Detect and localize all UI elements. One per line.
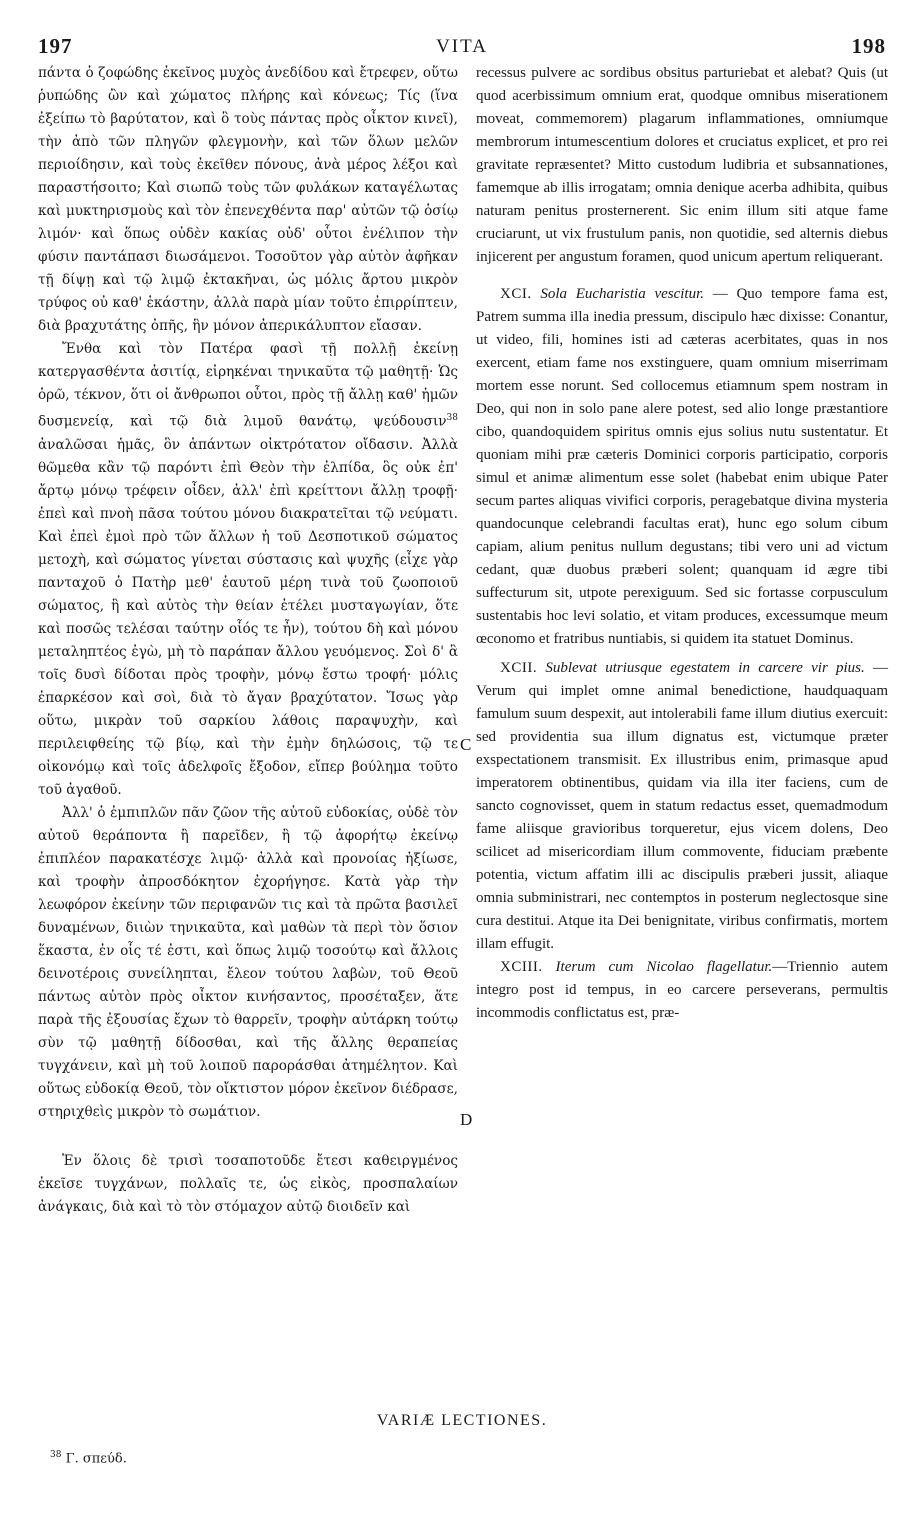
greek-paragraph-3: Ἀλλ' ὁ ἐμπιπλῶν πᾶν ζῶον τῆς αὐτοῦ εὐδοκίας, οὐδὲ τὸν αὐτοῦ θεράποντα ἢ παρεῖδεν, ἢ τῷ ἀφορήτῳ ἐκείνῳ ἐπιπλέον παρακατέσχε λιμῷ· ἀλλὰ καὶ προνοίας ἠξίωσε, καὶ τροφὴν ἀπροσδόκητον ἐχορήγησε. Κατὰ γὰρ τὴν λεωφόρον ἐκείνην τῶν περιφανῶν τις καὶ τὰ πρῶτα βασιλεῖ δυναμένων, διιὼν τηνικαῦτα, καὶ μαθὼν τὰ περὶ τὸν ὅσιον ἕκαστα, ἐν οἷς τέ ἐστι, καὶ ὅπως λιμῷ τοσούτῳ καὶ ἄλλοις δεινοτέροις συνείληπται, ἔλεον τούτου λαβὼν, τοῦ Θεοῦ πάντως αὐτὸν πρὸς οἶκτον κινήσαντος, προσέταξεν, ἅτε παρὰ τῆς ἐξουσίας ἔχων τὸ θαρρεῖν, τροφὴν αὐτάρκη τούτῳ σὺν τῷ μαθητῇ δίδοσθαι, καὶ τῆς ἄλλης θεραπείας τυγχάνειν, καὶ μὴ τοῦ λοιποῦ παροράσθαι ἀτημέλητον. Καὶ οὕτως εὐδοκίᾳ Θεοῦ, τὸν οἴκτιστον μόρον ἐκεῖνον διέδρασε, στηριχθεὶς μικρὸν τὸ σωμάτιον.: [38, 804, 458, 1120]
section-91: [476, 283, 888, 651]
section-91-text: — Quo tempore fama est, Patrem summa illa inedia pressum, discipulo hæc dixisse: Conantur, ut video, fili, homines isti ad cæteras acerbitates, quas in nos exercent, etiam fame nos exstinguere, quam omnium miserrimam mortem esse norunt. Sed collocemus etiamnum spem nostram in Deo, qui non in solo pane alere potest, sed alio longe præstantiore cibo, quandoquidem spiritus omnis ejus solius nutu sustentatur. Et quoniam mihi præ cæteris Dominici corporis participatio, corporis simul et animæ alimentum esse solet (habebat enim ubique Pater secum partes aliquas vivifici corporis, peragebatque divina mysteria quandocunque celebrandi facultas erat), hunc ego solum cibum capiam, alium penitus nullum degustans; tibi vero uni ad victum cedant, quæ duobus præberi solent; quanquam id ægre tibi suffecturum sit, utpote perexiguum. Sed sic fortasse corpusculum sustentabis hoc levi solatio, et vitam produces, excessumque meum œconomo et fratribus nuntiabis, si quidem ita statuet Dominus.: [476, 286, 888, 647]
margin-marker-c: C: [460, 735, 472, 754]
section-93-number: XCIII.: [500, 959, 543, 975]
greek-paragraph-1: πάντα ὁ ζοφώδης ἐκεῖνος μυχὸς ἀνεδίδου καὶ ἔτρεφεν, οὕτω ῥυπώδης ὢν καὶ χώματος πλήρης καὶ κόνεως; Τίς (ἵνα ἐξείπω τὸ βαρύτατον, καὶ ὃ τοὺς πάντας πρὸς οἶκτον κινεῖ), τὴν ἀπὸ τῶν πληγῶν φλεγμονὴν, καὶ τῶν ὅλων μελῶν περιοίδησιν, καὶ τοὺς ἐκεῖθεν πόνους, ἀνὰ μέρος λέξοι καὶ παραστήσοιτο; Καὶ σιωπῶ τοὺς τῶν φυλάκων καταγέλωτας καὶ μυκτηρισμοὺς καὶ τὸν ἐπενεχθέντα παρ' αὐτῶν τῷ ὁσίῳ λιμόν· καὶ ὅπως οὐδὲν κακίας οὐδ' οὗτοι ἐνέλιπον τὴν φύσιν παντάπασι διωσάμενοι. Τοσοῦτον γὰρ αὐτὸν ἀφῆκαν τῇ δίψῃ καὶ τῷ λιμῷ ἐκτακῆναι, ὡς μόλις ἄρτου μικρὸν τρύφος οὐ καθ' ἑκάστην, ἀλλὰ παρὰ μίαν τοῦτο ἐπιρρίπτειν, διὰ βραχυτάτης ὀπῆς, ἣν μόνον ἀπερικάλυπτον εἴασαν.: [38, 65, 458, 334]
footnote-ref: 38: [446, 413, 458, 423]
left-page-number: 197: [38, 34, 73, 58]
greek-paragraph-2-end: ἀναλῶσαι ἡμᾶς, ὃν ἁπάντων οἰκτρότατον οἴδασιν. Ἀλλὰ θῶμεθα κἂν τῷ παρόντι ἐπὶ Θεὸν τὴν ἐλπίδα, ὃς οὐκ ἐπ' ἄρτῳ μόνῳ τρέφειν οἶδεν, ἀλλ' ἐπὶ κρείττονι ἄλλῃ τροφῇ· ἐπεὶ καὶ πνοὴ πᾶσα τούτου μόνου διακρατεῖται τῷ νεύματι. Καὶ ἐπεὶ ἐμοὶ πρὸ τῶν ἄλλων ἡ τοῦ Δεσποτικοῦ σώματος μετοχὴ, καὶ σώματος γίνεται σύστασις καὶ ψυχῆς (εἶχε γὰρ πανταχοῦ ὁ Πατὴρ μεθ' ἑαυτοῦ μέρη τινὰ τοῦ ζωοποιοῦ σώματος, ἣ καὶ αὐτὸς τὴν θείαν ἐτέλει μυσταγωγίαν, ὅτε καὶ ποσῶς τελέσαι ταύτην οἷός τε ἦν), τούτου δὴ καὶ μόνου μεταληπτέος ἐγὼ, μὴ τὸ παράπαν ἄλλου γευόμενος. Σοὶ δ' ἃ τοῖς δυσὶ δίδοται πρὸς τροφὴν, μόνῳ ἔστω τροφή· μόλις ἐπαρκέσον καὶ σοὶ, διὰ τὸ ἄγαν βραχύτατον. Ἴσως γὰρ οὕτω, μικρὰν τοῦ σαρκίου λάθοις παραψυχὴν, καὶ περιλειφθείης τῷ βίῳ, καὶ τὴν ἐμὴν δηλώσοις, τῷ τε οἰκονόμῳ καὶ τοῖς ἀδελφοῖς ἔξοδον, εἴπερ βούλημα τοῦτο τοῦ ἀγαθοῦ.: [38, 436, 458, 798]
greek-paragraph-2: [38, 338, 458, 802]
section-92-text: — Verum qui implet omne animal benedictione, haudquaquam famulum suum despexit, aut intolerabili fame illum diutius exercuit: sed providentia sua illum dignatus est, victumque præter exspectationem transmisit. Ex illustribus enim, primasque apud imperatorem obtinentibus, quidam via illa iter faciens, cum de sancto cognovisset, quem in statum redactus esset, quemadmodum fame aliisque gravioribus torqueretur, ejus vicem dolens, Deo scilicet ad misericordiam illum commovente, fiduciam præbente potentia, victum affatim illi ac discipulis præberi jussit, aliaque omnia subministrari, nec contemptos in posterum neglectosque sine cura destitui. Atque ita Dei benignitate, viribus confirmatis, mortem illam effugit.: [476, 660, 889, 952]
variae-lectiones-heading: VARIÆ LECTIONES.: [376, 1412, 548, 1429]
section-93: [476, 956, 888, 1025]
section-91-title: Sola Eucharistia vescitur.: [540, 286, 705, 302]
greek-paragraph-4: Ἐν ὅλοις δὲ τρισὶ τοσαποτοῦδε ἔτεσι καθειργμένος ἐκεῖσε τυγχάνων, πολλαῖς τε, ὡς εἰκὸς, προσπαλαίων ἀνάγκαις, διὰ καὶ τὸ τὸν στόμαχον αὐτῷ διοιδεῖν καὶ: [38, 1152, 458, 1215]
section-91-number: XCI.: [500, 286, 532, 302]
greek-column: [38, 62, 458, 1219]
section-92: [476, 657, 888, 956]
running-title: VITA: [436, 36, 488, 57]
footnote-number: 38: [50, 1450, 62, 1460]
greek-paragraph-2-start: Ἔνθα καὶ τὸν Πατέρα φασὶ τῇ πολλῇ ἐκείνῃ κατεργασθέντα ἀσιτίᾳ, εἰρηκέναι τηνικαῦτα τῷ μαθητῇ· Ὡς ὁρῶ, τέκνον, ὅτι οἱ ἄνθρωποι οὗτοι, πρὸς τῇ ἄλλῃ καθ' ἡμῶν δυσμενείᾳ, καὶ τῷ διὰ λιμοῦ θανάτῳ, ψεύδουσιν: [38, 341, 458, 430]
section-92-number: XCII.: [500, 660, 538, 676]
section-92-title: Sublevat utriusque egestatem in carcere vir pius.: [545, 660, 865, 676]
section-93-title: Iterum cum Nicolao flagellatur.: [555, 959, 773, 975]
section-93-text: —Triennio autem integro post id tempus, in eo carcere perseverans, permultis incommodis conflictatus est, præ-: [476, 959, 889, 1021]
latin-column: [476, 62, 888, 1025]
footnote: [50, 1450, 127, 1466]
margin-marker-d: D: [460, 1110, 473, 1129]
right-page-number: 198: [851, 34, 886, 58]
footnote-text: Γ. σπεύδ.: [61, 1451, 127, 1467]
latin-paragraph-1: recessus pulvere ac sordibus obsitus parturiebat et alebat? Quis (ut quod acerbissimum omnium erat, quodque omnibus miserationem moveat, commemorem) plagarum inflammationes, omniumque membrorum intumescentium dolores et cruciatus explicet, et pro rei gravitate repræsentet? Mitto custodum ludibria et subsannationes, famemque ab illis irrogatam; omnia denique acerba adhibita, quibus naturam penitus prosternerent. Sic enim illum siti atque fame cruciarunt, ut vix frustulum panis, non quotidie, sed alternis diebus injicerent per angustum foramen, quod unicum apertum reliquerant.: [476, 65, 888, 265]
page-header: [38, 34, 886, 64]
